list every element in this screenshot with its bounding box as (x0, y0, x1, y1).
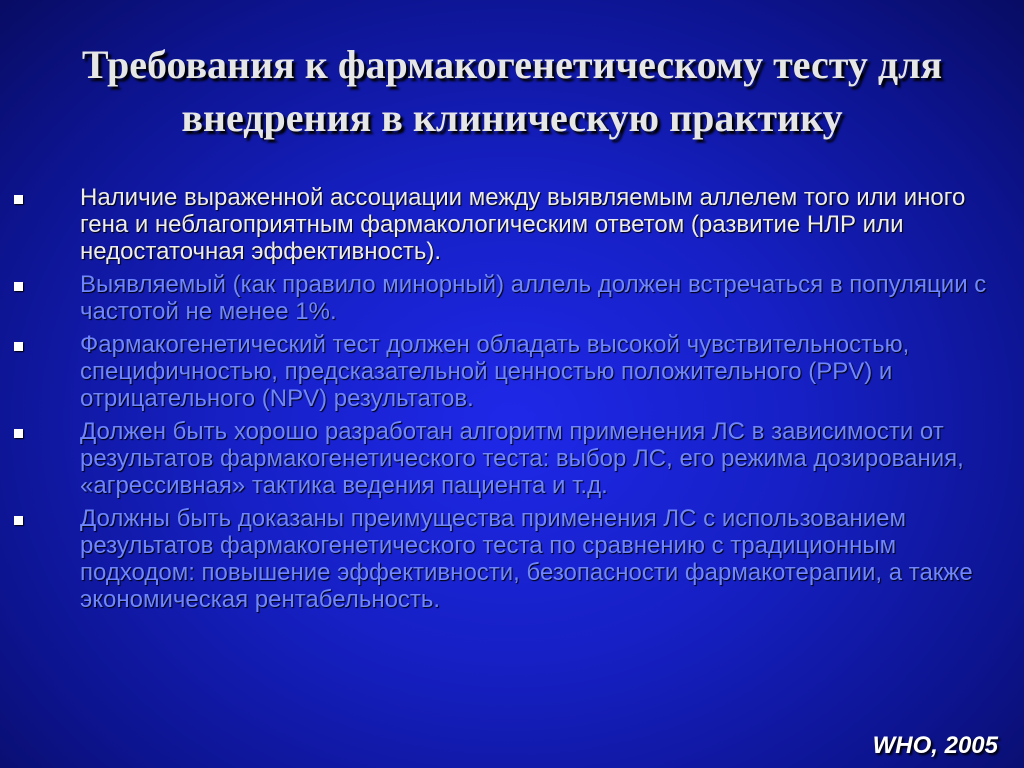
square-bullet-icon (14, 429, 23, 438)
bullet-item-frequency (12, 271, 1012, 325)
bullet-text: Выявляемый (как правило минорный) аллель должен встречаться в популяции с частотой не менее 1%. (80, 271, 987, 325)
bullet-item-association (12, 184, 1012, 265)
square-bullet-icon (14, 195, 23, 204)
square-bullet-icon (14, 342, 23, 351)
bullet-item-algorithm (12, 418, 1012, 499)
bullet-list (12, 184, 1012, 619)
bullet-item-sensitivity (12, 331, 1012, 412)
slide-title (0, 38, 1024, 144)
title-line-2: внедрения в клиническую практику (181, 95, 843, 140)
square-bullet-icon (14, 516, 23, 525)
bullet-text: Должны быть доказаны преимущества применения ЛС с использованием результатов фармакогенетического теста по сравнению с традиционным подходом: повышение эффективности, безопасности фармакотерапии, а также экономическая рентабельность. (80, 505, 973, 613)
title-line-1: Требования к фармакогенетическому тесту для (81, 42, 943, 87)
bullet-text: Фармакогенетический тест должен обладать высокой чувствительностью, специфичностью, предсказательной ценностью положительного (PPV) и отрицательного (NPV) результатов. (80, 331, 910, 412)
square-bullet-icon (14, 282, 23, 291)
bullet-text: Должен быть хорошо разработан алгоритм применения ЛС в зависимости от результатов фармакогенетического теста: выбор ЛС, его режима дозирования, «агрессивная» тактика ведения пациента и т.д. (80, 418, 964, 499)
bullet-item-benefits (12, 505, 1012, 613)
bullet-text: Наличие выраженной ассоциации между выявляемым аллелем того или иного гена и неблагоприятным фармакологическим ответом (развитие НЛР или недостаточная эффективность). (80, 184, 966, 265)
source-citation: WHO, 2005 (872, 732, 998, 759)
